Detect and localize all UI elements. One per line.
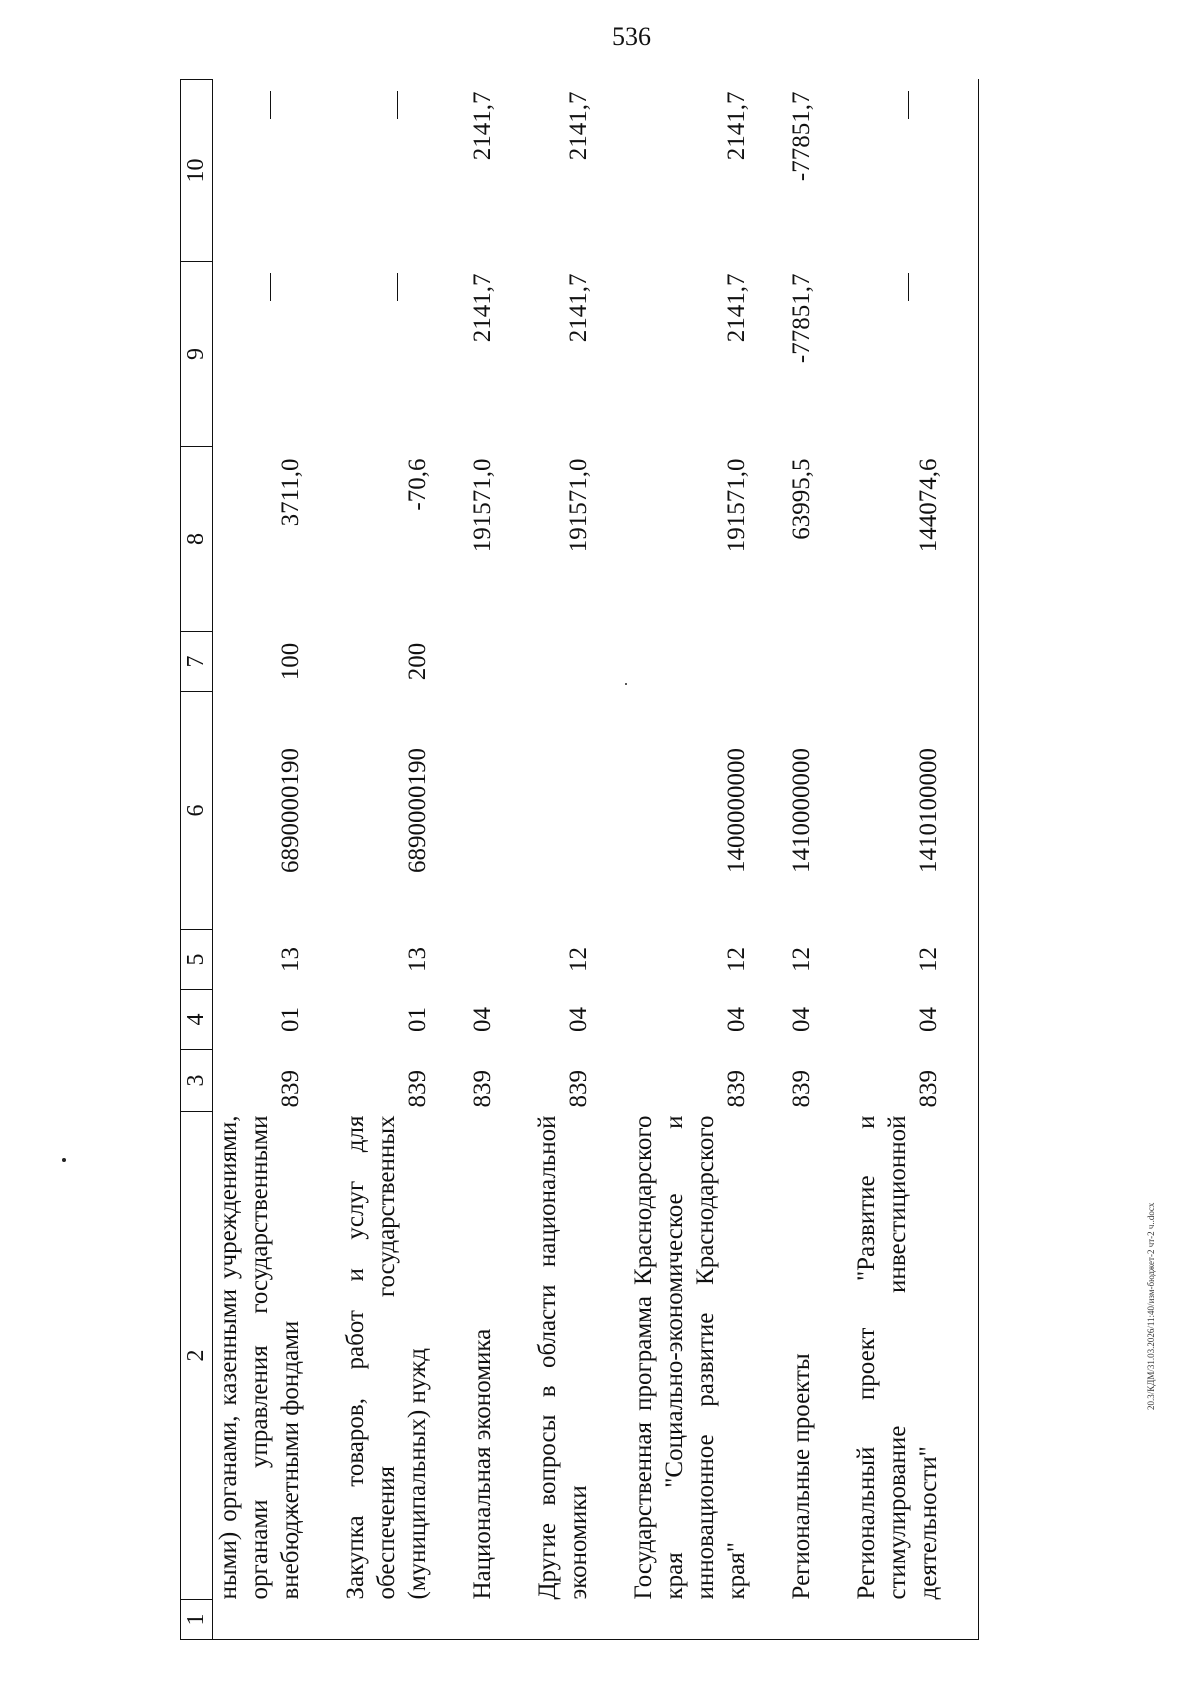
- cell-col4: 04: [565, 1007, 592, 1032]
- cell-col10: [340, 80, 433, 262]
- cell-col9: 2141,7: [723, 273, 750, 343]
- budget-table: [180, 79, 979, 1640]
- cell-col3: 839: [565, 1070, 592, 1108]
- cell-col6: 1410000000: [788, 748, 815, 873]
- column-header-9: 9: [181, 262, 213, 447]
- cell-col8: 191571,0: [565, 458, 592, 553]
- column-header-1: 1: [181, 1600, 213, 1640]
- budget-table-container: [180, 80, 979, 1640]
- cell-col6: 6890000190: [404, 748, 431, 873]
- cell-col9: [851, 262, 944, 447]
- table-row: [213, 80, 307, 1640]
- cell-col7: [467, 632, 498, 692]
- row-name: Национальная экономика: [469, 1328, 496, 1600]
- row-name: Закупка товаров, работ и услуг для обеспечения государственных (муниципальных) нужд: [342, 1115, 431, 1600]
- cell-col7: 200: [404, 642, 431, 681]
- dash-mark: [397, 274, 429, 302]
- cell-col10: [851, 80, 944, 262]
- cell-col5: [467, 930, 498, 990]
- column-header-3: 3: [181, 1050, 213, 1112]
- document-footer: 20.3/КДМ/31.03.2026/11:40/изм-бюджет-2 чт-2 ч..docx: [1146, 1202, 1156, 1410]
- dash-mark: [270, 274, 302, 302]
- cell-col10: 2141,7: [723, 91, 750, 161]
- column-header-4: 4: [181, 990, 213, 1050]
- cell-col3: 839: [277, 1070, 304, 1108]
- table-row: [851, 80, 944, 1640]
- cell-col5: 13: [404, 947, 431, 972]
- row-name: ными) органами, казенными учреждениями, органами управления государственными внебюджетными фондами: [215, 1115, 304, 1600]
- cell-col6: 1410100000: [915, 748, 942, 873]
- cell-col3: 839: [469, 1070, 496, 1108]
- column-header-10: 10: [181, 80, 213, 262]
- cell-col8: 3711,0: [277, 458, 304, 527]
- cell-col9: [213, 262, 307, 447]
- cell-col4: 04: [723, 1007, 750, 1032]
- row-name: Региональные проекты: [788, 1353, 815, 1600]
- cell-col3: 839: [788, 1070, 815, 1108]
- cell-col10: 2141,7: [469, 91, 496, 161]
- column-header-5: 5: [181, 930, 213, 990]
- row-name: Государственная программа Краснодарского края "Социально-экономическое и инновационное развитие Краснодарского края": [630, 1115, 750, 1600]
- table-row: [532, 80, 594, 1640]
- cell-col9: [340, 262, 433, 447]
- cell-col7: [786, 632, 817, 692]
- cell-col8: 63995,5: [788, 458, 815, 540]
- cell-col7: [851, 632, 944, 692]
- cell-col6: [532, 692, 594, 930]
- cell-col8: -70,6: [404, 458, 431, 511]
- cell-col5: 12: [565, 947, 592, 972]
- cell-col6: 6890000190: [277, 748, 304, 873]
- cell-col5: 12: [915, 947, 942, 972]
- cell-col5: 12: [788, 947, 815, 972]
- dash-mark: [270, 92, 302, 120]
- cell-col10: [213, 80, 307, 262]
- table-row: [467, 80, 498, 1640]
- cell-col4: 04: [915, 1007, 942, 1032]
- row-name: Другие вопросы в области национальной экономики: [534, 1115, 592, 1600]
- row-name: Региональный проект "Развитие и стимулирование инвестиционной деятельности": [853, 1115, 942, 1600]
- cell-col9: 2141,7: [469, 273, 496, 343]
- page-number: 536: [612, 22, 651, 51]
- cell-col4: 04: [469, 1007, 496, 1032]
- cell-col8: 191571,0: [469, 458, 496, 553]
- cell-col5: 13: [277, 947, 304, 972]
- header-row: [181, 80, 213, 1640]
- column-header-2: 2: [181, 1112, 213, 1600]
- cell-col3: 839: [915, 1070, 942, 1108]
- cell-col4: 04: [788, 1007, 815, 1032]
- scan-speck: [62, 1158, 66, 1162]
- cell-col5: 12: [723, 947, 750, 972]
- column-header-8: 8: [181, 447, 213, 632]
- cell-col7: [628, 632, 752, 692]
- cell-col6: 1400000000: [723, 748, 750, 873]
- cell-col9: -77851,7: [788, 273, 815, 364]
- cell-col7: 100: [277, 642, 304, 681]
- cell-col10: -77851,7: [788, 91, 815, 182]
- cell-col3: 839: [723, 1070, 750, 1108]
- cell-col4: 01: [404, 1007, 431, 1032]
- cell-col9: 2141,7: [565, 273, 592, 343]
- column-header-7: 7: [181, 632, 213, 692]
- cell-col10: 2141,7: [565, 91, 592, 161]
- cell-col6: [467, 692, 498, 930]
- cell-col3: 839: [404, 1070, 431, 1108]
- cell-col8: 144074,6: [915, 458, 942, 553]
- dash-mark: [908, 274, 940, 302]
- table-row: [786, 80, 817, 1640]
- dash-mark: [397, 92, 429, 120]
- table-row: [340, 80, 433, 1640]
- dash-mark: [908, 92, 940, 120]
- cell-col7: [532, 632, 594, 692]
- cell-col8: 191571,0: [723, 458, 750, 553]
- table-row: [628, 80, 752, 1640]
- column-header-6: 6: [181, 692, 213, 930]
- cell-col4: 01: [277, 1007, 304, 1032]
